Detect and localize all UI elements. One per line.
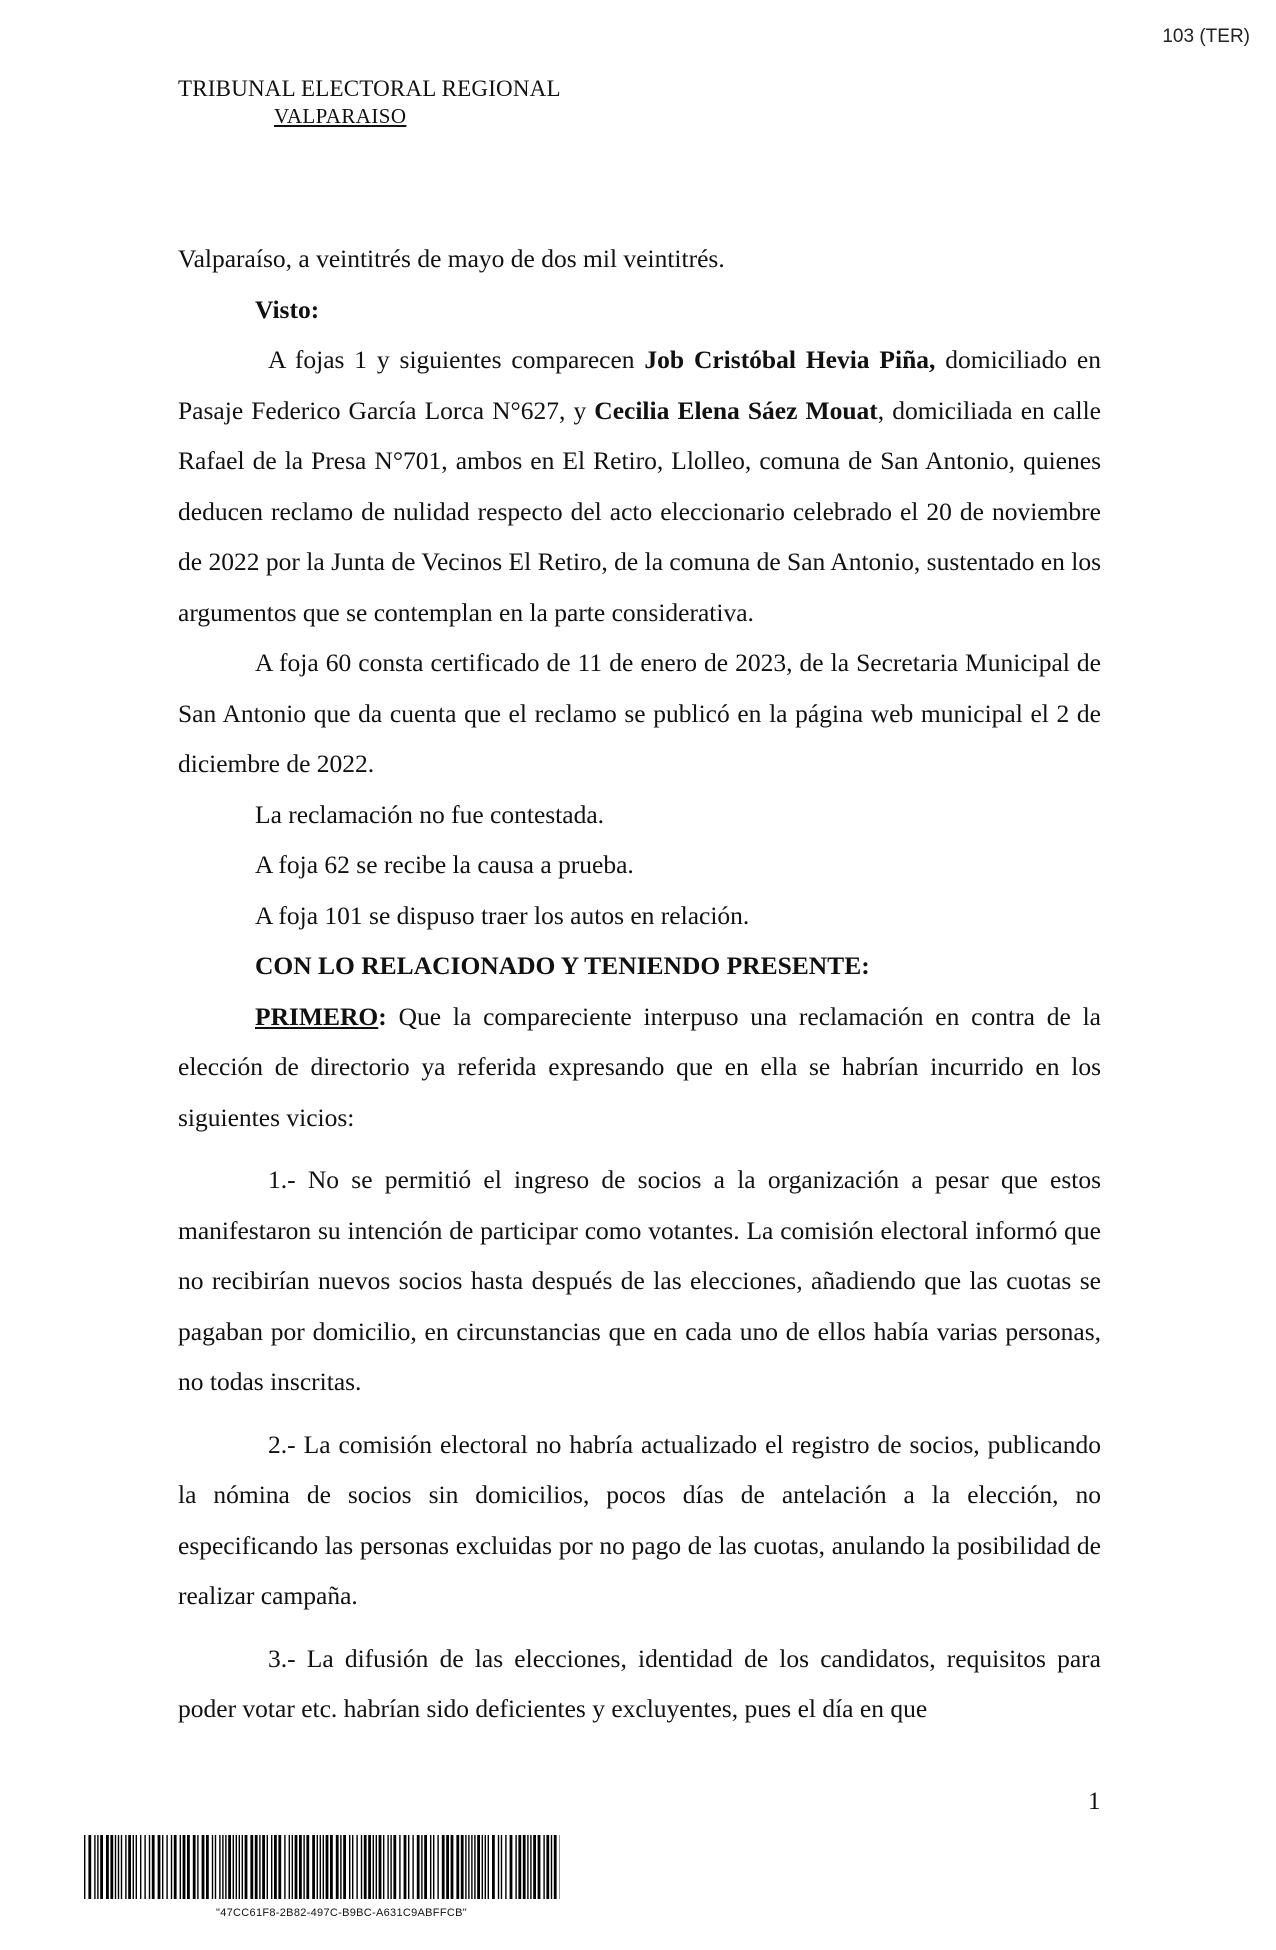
primero-label: PRIMERO bbox=[255, 1001, 379, 1031]
paragraph-relacion: A foja 101 se dispuso traer los autos en relación. bbox=[255, 900, 750, 930]
list-item-3: 3.- La difusión de las elecciones, identidad de los candidatos, requisitos para poder votar etc. habrían sido deficientes y excluyentes, pues el día en que bbox=[178, 1643, 1101, 1723]
court-name: TRIBUNAL ELECTORAL REGIONAL bbox=[178, 76, 561, 101]
document-body bbox=[178, 234, 1101, 1735]
paragraph-no-contestada: La reclamación no fue contestada. bbox=[255, 799, 605, 829]
paragraph-primero: PRIMERO: Que la compareciente interpuso una reclamación en contra de la elección de directorio ya referida expresando que en ella se habrían incurrido en los siguientes vicios: bbox=[178, 1001, 1101, 1132]
paragraph-certificado: A foja 60 consta certificado de 11 de enero de 2023, de la Secretaria Municipal de San Antonio que da cuenta que el reclamo se publicó en la página web municipal el 2 de diciembre de 2022. bbox=[178, 648, 1101, 778]
claimant-name-1: Job Cristóbal Hevia Piña, bbox=[644, 345, 936, 374]
visto-heading: Visto: bbox=[255, 294, 320, 324]
section-heading: CON LO RELACIONADO Y TENIENDO PRESENTE: bbox=[255, 951, 870, 980]
list-item-2: 2.- La comisión electoral no habría actualizado el registro de socios, publicando la nómina de socios sin domicilios, pocos días de antelación a la elección, no especificando las personas excluidas por no pago de las cuotas, anulando la posibilidad de realizar campaña. bbox=[178, 1429, 1101, 1610]
date-line: Valparaíso, a veintitrés de mayo de dos mil veintitrés. bbox=[178, 244, 725, 273]
paragraph-comparecen: A fojas 1 y siguientes comparecen Job Cristóbal Hevia Piña, domiciliado en Pasaje Federico García Lorca N°627, y Cecilia Elena Sáez Mouat, domiciliada en calle Rafael de la Presa N°701, ambos en El Retiro, Llolleo, comuna de San Antonio, quienes deducen reclamo de nulidad respecto del acto eleccionario celebrado el 20 de noviembre de 2022 por la Junta de Vecinos El Retiro, de la comuna de San Antonio, sustentado en los argumentos que se contemplan en la parte considerativa. bbox=[178, 345, 1101, 627]
page-number: 1 bbox=[1088, 1788, 1101, 1815]
paragraph-prueba: A foja 62 se recibe la causa a prueba. bbox=[255, 850, 634, 879]
barcode-icon bbox=[84, 1835, 560, 1899]
claimant-name-2: Cecilia Elena Sáez Mouat bbox=[594, 395, 878, 425]
court-city: VALPARAISO bbox=[274, 104, 407, 128]
barcode-text: "47CC61F8-2B82-497C-B9BC-A631C9ABFFCB" bbox=[216, 1907, 467, 1919]
list-item-1: 1.- No se permitió el ingreso de socios a la organización a pesar que estos manifestaron su intención de participar como votantes. La comisión electoral informó que no recibirían nuevos socios hasta después de las elecciones, añadiendo que las cuotas se pagaban por domicilio, en circunstancias que en cada uno de ellos había varias personas, no todas inscritas. bbox=[178, 1165, 1101, 1396]
page-stamp: 103 (TER) bbox=[1162, 26, 1250, 47]
